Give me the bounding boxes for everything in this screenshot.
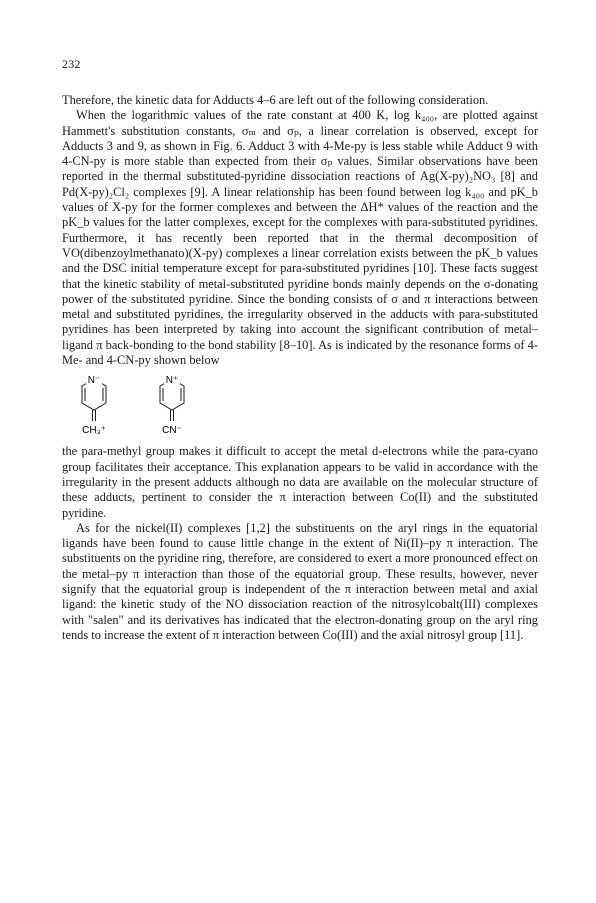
ring-atom-label: N⁺ (165, 375, 179, 387)
substituent-label: CH₃⁺ (82, 425, 106, 437)
body-text (62, 93, 538, 643)
resonance-structure-4-cn-py (144, 374, 200, 436)
paragraph-3: the para-methyl group makes it difficult to accept the metal d-electrons while the para-cyano group facilitates their acceptance. This explanation appears to be valid in accordance with the irregularity in the present adducts although no data are available on the molecular structure of these adducts, pertinent to consider the π interaction between Co(II) and the substituted pyridine. (62, 444, 538, 520)
paragraph-4: As for the nickel(II) complexes [1,2] the substituents on the aryl rings in the equatorial ligands have been found to cause little change in the extent of Ni(II)–py π interaction. The substituents on the pyridine ring, therefore, are considered to exert a more pronounced effect on the metal–py π interaction than those of the equatorial group. These results, however, never signify that the equatorial group is independent of the π interaction between metal and axial ligand: the kinetic study of the NO dissociation reaction of the nitrosylcobalt(III) complexes with "salen" and its derivatives has indicated that the electron-donating group on the aryl ring tends to increase the extent of π interaction between Co(III) and the axial nitrosyl group [11]. (62, 520, 538, 642)
page-number: 232 (62, 57, 81, 71)
resonance-structure-4-me-py (66, 374, 122, 436)
pyridine-ring-diagram (144, 374, 200, 436)
paragraph-2: When the logarithmic values of the rate constant at 400 K, log k₄₀₀, are plotted against Hammett's substitution constants, σₘ and σₚ, a linear correlation is observed, except for Adducts 3 and 9, as shown in Fig. 6. Adduct 3 with 4-Me-py is less stable while Adduct 9 with 4-CN-py is more stable than expected from their σₚ values. Similar observations have been reported in the thermal substituted-pyridine dissociation reactions of Ag(X-py)₂NO₃ [8] and Pd(X-py)₂Cl₂ complexes [9]. A linear relationship has been found between log k₄₀₀ and pK_b values of X-py for the former complexes and between the ΔH* values of the reaction and the pK_b values for the latter complexes, except for the complexes with para-substituted pyridines. Furthermore, it has recently been reported that in the thermal decomposition of VO(dibenzoylmethanato)(X-py) complexes a linear correlation exists between the pK_b values and the DSC initial temperature except for para-substituted pyridines [10]. These facts suggest that the kinetic stability of metal-substituted pyridine bonds mainly depends on the σ-donating power of the substituted pyridine. Since the bonding consists of σ and π interactions between metal and substituted pyridines, the irregularity observed in the adducts with para-substituted pyridines has been interpreted by taking into account the significant contribution of metal–ligand π back-bonding to the bond stability [8–10]. As is indicated by the resonance forms of 4-Me- and 4-CN-py shown below (62, 108, 538, 368)
ring-atom-label: N⁻ (87, 375, 101, 387)
substituent-label: CN⁻ (162, 425, 182, 437)
paragraph-1: Therefore, the kinetic data for Adducts 4–6 are left out of the following consideration. (62, 93, 489, 107)
resonance-structures-figure (66, 374, 538, 436)
pyridine-ring-diagram (66, 374, 122, 436)
